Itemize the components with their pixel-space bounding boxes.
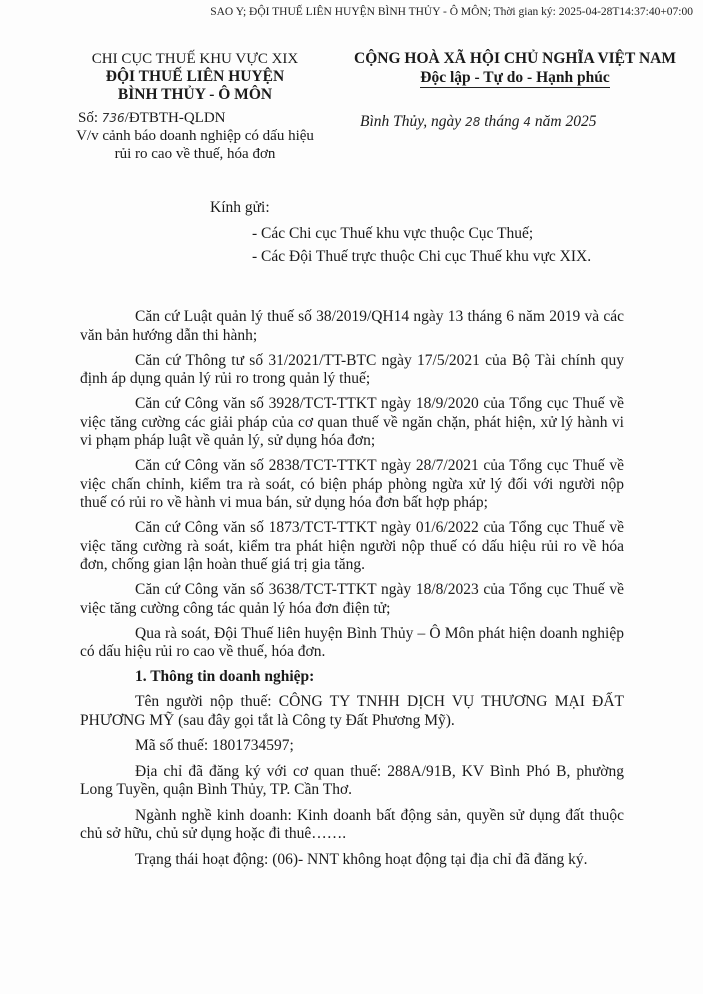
date-suffix: năm 2025 [534, 113, 597, 130]
document-subject [60, 127, 330, 163]
legal-basis-paragraph: Căn cứ Công văn số 2838/TCT-TTKT ngày 28/7/2021 của Tổng cục Thuế về việc chấn chỉnh, kiểm tra rà soát, có biện pháp phòng ngừa xử lý đối với người nộp thuế có rủi ro về hành vi mua bán, sử dụng hóa đơn bất hợp pháp; [80, 457, 624, 511]
recipient-item: - Các Chi cục Thuế khu vực thuộc Cục Thuế; [252, 225, 534, 242]
section-heading: 1. Thông tin doanh nghiệp: [135, 668, 315, 685]
date-day: 28 [465, 115, 481, 129]
issuing-agency-header [60, 50, 330, 104]
recipients-label: Kính gửi: [210, 199, 270, 216]
recipients-list [252, 222, 591, 268]
agency-name-line2: BÌNH THỦY - Ô MÔN [117, 86, 273, 103]
subject-line1: V/v cảnh báo doanh nghiệp có dấu hiệu [76, 128, 314, 144]
motto: Độc lập - Tự do - Hạnh phúc [420, 69, 610, 86]
registered-address: Địa chỉ đã đăng ký với cơ quan thuế: 288A/91B, KV Bình Phó B, phường Long Tuyền, quận Bình Thủy, TP. Cần Thơ. [80, 762, 624, 798]
date-month-word: tháng [484, 113, 520, 130]
document-number-handwritten: 736 [101, 111, 125, 125]
recipient-item: - Các Đội Thuế trực thuộc Chi cục Thuế khu vực XIX. [252, 248, 592, 265]
business-line: Ngành nghề kinh doanh: Kinh doanh bất động sản, quyền sử dụng đất thuộc chủ sở hữu, chủ sử dụng hoặc đi thuê……. [80, 806, 624, 842]
operating-status: Trạng thái hoạt động: (06)- NNT không hoạt động tại địa chỉ đã đăng ký. [135, 850, 588, 868]
agency-name-line1: ĐỘI THUẾ LIÊN HUYỆN [105, 68, 285, 85]
document-body [80, 308, 624, 876]
document-number [78, 110, 226, 127]
parent-agency-name: CHI CỤC THUẾ KHU VỰC XIX [91, 51, 299, 67]
legal-basis-paragraph: Căn cứ Thông tư số 31/2021/TT-BTC ngày 17/5/2021 của Bộ Tài chính quy định áp dụng quản lý rủi ro trong quản lý thuế; [80, 351, 624, 387]
date-month: 4 [523, 115, 532, 129]
tax-code: Mã số thuế: 1801734597; [135, 737, 294, 754]
place-and-date [360, 113, 597, 131]
legal-basis-paragraph: Căn cứ Công văn số 3638/TCT-TTKT ngày 18/8/2023 của Tổng cục Thuế về việc tăng cường công tác quản lý hóa đơn điện tử; [80, 581, 624, 617]
subject-line2: rủi ro cao về thuế, hóa đơn [114, 146, 276, 162]
legal-basis-paragraph: Căn cứ Công văn số 3928/TCT-TTKT ngày 18/9/2020 của Tổng cục Thuế về việc tăng cường các giải pháp của cơ quan thuế về ngăn chặn, phát hiện, xử lý hành vi vi phạm pháp luật về quản lý, sử dụng hóa đơn; [80, 395, 624, 449]
digital-signature-stamp: SAO Y; ĐỘI THUẾ LIÊN HUYỆN BÌNH THỦY - Ô MÔN; Thời gian ký: 2025-04-28T14:37:40+07:00 [210, 6, 693, 18]
country-name: CỘNG HOÀ XÃ HỘI CHỦ NGHĨA VIỆT NAM [354, 50, 676, 67]
national-motto-header [330, 50, 700, 88]
date-prefix: Bình Thủy, ngày [360, 113, 462, 130]
legal-basis-paragraph: Căn cứ Công văn số 1873/TCT-TTKT ngày 01/6/2022 của Tổng cục Thuế về việc tăng cường rà soát, kiểm tra phát hiện người nộp thuế có dấu hiệu rủi ro về hóa đơn, chống gian lận hoàn thuế giá trị gia tăng. [80, 519, 624, 573]
taxpayer-name: Tên người nộp thuế: CÔNG TY TNHH DỊCH VỤ THƯƠNG MẠI ĐẤT PHƯƠNG MỸ (sau đây gọi tắt là Công ty Đất Phương Mỹ). [80, 693, 624, 729]
findings-paragraph: Qua rà soát, Đội Thuế liên huyện Bình Thủy – Ô Môn phát hiện doanh nghiệp có dấu hiệu rủi ro cao về thuế, hóa đơn. [80, 624, 624, 660]
document-number-suffix: /ĐTBTH-QLDN [124, 110, 226, 126]
document-number-prefix: Số: [78, 110, 99, 126]
legal-basis-paragraph: Căn cứ Luật quản lý thuế số 38/2019/QH14 ngày 13 tháng 6 năm 2019 và các văn bản hướng dẫn thi hành; [80, 308, 624, 344]
